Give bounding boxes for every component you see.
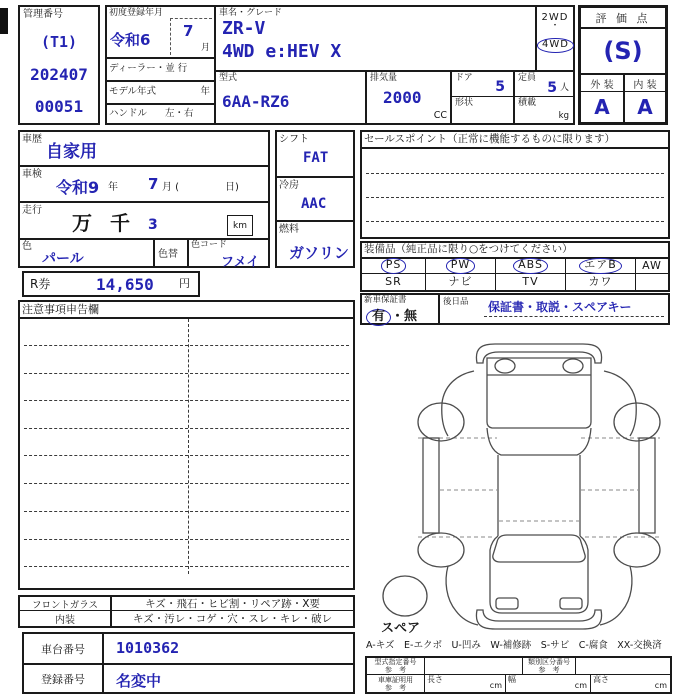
vehicle-name-line2: 4WD e:HEV X — [222, 41, 342, 62]
notes-line — [24, 428, 349, 429]
spare-tire — [383, 576, 427, 616]
height-cell — [590, 675, 670, 692]
height-label: 高さ — [593, 675, 609, 684]
ac-label: 冷房 — [279, 180, 299, 191]
equipment-item — [362, 259, 425, 274]
rear-quarter-right — [600, 566, 632, 625]
vehicle-name-cell — [214, 7, 535, 70]
interior-condition-options: キズ・汚レ・コゲ・穴・スレ・キレ・破レ — [132, 613, 333, 625]
ac-cell — [277, 176, 353, 220]
wheel-front-right — [614, 403, 660, 441]
front-bumper — [476, 344, 601, 363]
equipment-sr: SR — [385, 274, 402, 288]
history-value: 自家用 — [46, 142, 97, 162]
wheel-front-left — [418, 403, 464, 441]
warranty-left-cell — [362, 295, 440, 323]
first-registration-cell — [107, 7, 214, 57]
spare-tire-label: スペア — [381, 621, 421, 636]
notes-vertical-divider — [188, 319, 189, 574]
plate-number-cell — [104, 663, 353, 692]
type-number-label: 型式指定番号 — [374, 658, 417, 666]
management-number-line1: (T1) — [40, 33, 78, 51]
color-code-label: 色コード — [191, 240, 228, 250]
equipment-item — [565, 259, 635, 274]
rear-quarter-join-left — [490, 536, 498, 562]
displacement-cell — [365, 70, 450, 123]
first-registration-era: 令和6 — [110, 31, 151, 49]
type-number-value-cell — [424, 658, 522, 675]
sales-point-line-2 — [366, 197, 664, 198]
taillight-left — [496, 598, 518, 609]
drive-option-4wd: 4WD — [537, 38, 574, 53]
binder-mark — [0, 8, 8, 34]
history-label: 車歴 — [22, 134, 42, 145]
warranty-yes: 有 — [366, 309, 391, 326]
sales-point-header — [362, 132, 668, 149]
model-year-label: モデル年式 — [109, 86, 157, 97]
rear-window — [493, 535, 585, 562]
notes-line — [24, 511, 349, 512]
front-glass-label: フロントガラス — [20, 597, 112, 611]
damage-legend: A-キズ E-エクボ U-凹み W-補修跡 S-サビ C-腐食 XX-交換済 — [366, 640, 662, 651]
equipment-item — [495, 259, 565, 274]
garage-cert-cell — [367, 675, 424, 692]
equipment-pw: PW — [446, 258, 476, 274]
chassis-number-label: 車台番号 — [24, 634, 104, 663]
inspection-month: 7 — [148, 175, 159, 193]
capacity-unit: 人 — [559, 83, 569, 94]
doors-cell — [450, 70, 513, 96]
hood — [487, 358, 591, 428]
notes-line — [24, 400, 349, 401]
tailgate — [490, 562, 588, 613]
equipment-ps: PS — [381, 258, 407, 274]
first-registration-month: 7 — [183, 22, 194, 40]
history-row — [20, 132, 268, 165]
first-registration-label: 初度登録年月 — [109, 8, 164, 18]
drive-option-2wd: 2WD — [541, 12, 569, 23]
length-unit: cm — [489, 681, 502, 691]
handle-options: 左・右 — [165, 108, 194, 119]
equipment-item — [425, 274, 495, 290]
equipment-item — [425, 259, 495, 274]
recycle-ticket-unit: 円 — [179, 277, 190, 290]
recycle-ticket-box — [22, 271, 200, 297]
inspection-month-suffix: 月 ( — [162, 182, 180, 193]
details-box — [18, 130, 270, 268]
color-change-cell — [153, 238, 187, 266]
rating-interior-label: 内 装 — [623, 73, 665, 92]
load-label: 積載 — [518, 98, 537, 108]
load-cell — [513, 96, 573, 123]
recycle-ticket-amount: 14,650 — [96, 275, 154, 294]
wheel-rear-right — [614, 533, 660, 567]
first-registration-month-unit: 月 — [200, 43, 210, 54]
length-cell — [424, 675, 505, 692]
fuel-value: ガソリン — [289, 244, 350, 262]
notes-title: 注意事項申告欄 — [22, 303, 99, 316]
load-unit: kg — [558, 110, 569, 121]
class-number-value-cell — [575, 658, 670, 675]
mileage-value: 3 — [148, 217, 158, 233]
rear-quarter-left — [446, 566, 478, 625]
interior-condition-label: 内装 — [20, 611, 112, 626]
first-registration-month-cell — [170, 18, 212, 55]
equipment-item — [635, 274, 668, 290]
garage-cert-label: 車庫証明用 — [378, 675, 413, 684]
headlight-right — [563, 359, 583, 373]
warranty-box — [360, 293, 670, 325]
equipment-item — [362, 274, 425, 290]
handle-cell — [107, 103, 214, 123]
notes-line — [24, 345, 349, 346]
width-unit: cm — [574, 681, 587, 691]
notes-header — [20, 302, 353, 319]
sales-point-line-1 — [366, 173, 664, 174]
sales-point-line-3 — [366, 221, 664, 222]
displacement-unit: CC — [433, 109, 447, 121]
taillight-right — [560, 598, 582, 609]
rear-quarter-join-right — [580, 536, 588, 562]
car-diagram — [365, 330, 665, 638]
inspection-year-unit: 年 — [108, 182, 118, 193]
wheel-rear-left — [418, 533, 464, 567]
rating-exterior-label: 外 装 — [581, 73, 623, 92]
warranty-right-cell — [440, 295, 668, 323]
rating-interior-value: A — [623, 92, 665, 122]
type-number-ref: 参 考 — [385, 666, 406, 674]
garage-cert-ref: 参 考 — [385, 683, 406, 692]
vehicle-name-label: 車名・グレード — [219, 8, 283, 18]
later-items-line — [484, 316, 664, 317]
mileage-man-unit: 万 — [72, 211, 92, 235]
rating-overall: (S) — [603, 37, 643, 65]
model-year-unit: 年 — [200, 86, 210, 97]
management-number-box — [18, 5, 100, 125]
drive-type-cell — [535, 7, 573, 70]
model-year-cell — [107, 80, 214, 103]
doors-value: 5 — [495, 79, 505, 95]
drivetrain-box — [275, 130, 355, 268]
shape-label: 形状 — [455, 98, 474, 108]
plate-number-value: 名変中 — [116, 672, 162, 690]
inspection-label: 車検 — [22, 169, 42, 180]
plate-number-label: 登録番号 — [24, 663, 104, 692]
equipment-abs: ABS — [513, 258, 548, 274]
length-label: 長さ — [427, 675, 443, 684]
sales-point-box — [360, 130, 670, 239]
shift-label: シフト — [279, 134, 309, 145]
later-items-label: 後日品 — [443, 297, 469, 307]
sill-right — [639, 438, 655, 533]
later-items-value: 保証書・取説・スペアキー — [488, 300, 632, 314]
dealer-parallel-label: ディーラー・並 行 — [109, 63, 188, 74]
sill-left — [423, 438, 439, 533]
class-number-cell — [522, 658, 575, 675]
ac-value: AAC — [301, 196, 327, 212]
warranty-no: 無 — [404, 309, 418, 324]
model-code-value: 6AA-RZ6 — [222, 92, 290, 111]
headlight-left — [495, 359, 515, 373]
vehicle-name-line1: ZR-V — [222, 18, 266, 39]
drive-option-separator: ・ — [550, 21, 560, 31]
notes-box — [18, 300, 355, 590]
inspection-day-suffix: 日) — [225, 182, 239, 193]
displacement-value: 2000 — [383, 88, 422, 107]
model-code-label: 型式 — [219, 73, 238, 83]
warranty-label: 新車保証書 — [364, 295, 407, 305]
fuel-label: 燃料 — [279, 224, 299, 235]
rating-box — [578, 5, 668, 125]
color-label: 色 — [22, 241, 32, 252]
management-number-label: 管理番号 — [23, 9, 63, 20]
color-value: パール — [42, 251, 84, 267]
equipment-title: 装備品（純正品に限り○をつけてください） — [364, 243, 573, 255]
model-code-cell — [214, 70, 365, 123]
equipment-header — [362, 243, 668, 259]
class-number-label: 類別区分番号 — [528, 658, 570, 666]
height-unit: cm — [654, 681, 667, 691]
mileage-row — [20, 201, 268, 238]
class-number-ref: 参 考 — [538, 666, 560, 674]
warranty-separator: ・ — [391, 309, 405, 324]
mileage-label: 走行 — [22, 205, 42, 216]
mileage-sen-unit: 千 — [110, 211, 130, 235]
doors-label: ドア — [455, 73, 473, 83]
front-glass-options: キズ・飛石・ヒビ割・リペア跡・X要 — [112, 597, 353, 611]
capacity-cell — [513, 70, 573, 96]
equipment-item — [565, 274, 635, 290]
equipment-item — [635, 259, 668, 274]
capacity-value: 5 — [547, 80, 557, 96]
rating-exterior-value: A — [594, 95, 610, 119]
equipment-aw: AW — [642, 258, 662, 272]
color-change-label: 色替 — [158, 249, 178, 260]
reference-table — [365, 656, 672, 694]
diagram-dashed-lines — [418, 438, 660, 537]
equipment-navi: ナビ — [448, 274, 473, 288]
color-code-cell — [187, 238, 268, 270]
glass-condition-box — [18, 595, 355, 628]
shift-value: FAT — [303, 150, 329, 166]
dealer-parallel-cell — [107, 57, 214, 80]
rating-title: 評 価 点 — [581, 8, 665, 29]
chassis-number-cell — [104, 634, 353, 663]
equipment-box — [360, 241, 670, 292]
chassis-number-value: 1010362 — [116, 639, 180, 657]
equipment-leather: カワ — [588, 274, 613, 288]
width-cell — [505, 675, 590, 692]
displacement-label: 排気量 — [370, 73, 398, 83]
color-code-value: フメイ — [221, 255, 260, 270]
management-number-line3: 00051 — [34, 96, 84, 116]
sales-point-title: セールスポイント（正常に機能するものに限ります） — [364, 133, 616, 145]
type-number-cell — [367, 658, 424, 675]
notes-line — [24, 455, 349, 456]
identity-box — [22, 632, 355, 694]
equipment-item — [495, 274, 565, 290]
fuel-cell — [277, 220, 353, 266]
notes-line — [24, 373, 349, 374]
inspection-row — [20, 165, 268, 201]
inspection-era: 令和9 — [56, 178, 100, 197]
notes-line — [24, 483, 349, 484]
equipment-airbag: エアB — [579, 258, 622, 274]
recycle-ticket-label: R券 — [30, 277, 51, 291]
equipment-tv: TV — [522, 274, 539, 288]
color-cell — [20, 238, 153, 266]
width-label: 幅 — [508, 675, 516, 684]
shape-cell — [450, 96, 513, 123]
shift-cell — [277, 132, 353, 176]
vehicle-info-box — [105, 5, 575, 125]
mileage-unit: km — [227, 215, 253, 236]
windshield — [487, 428, 591, 455]
management-number-line2: 202407 — [30, 64, 88, 84]
notes-line — [24, 539, 349, 540]
handle-label: ハンドル — [109, 108, 148, 119]
notes-line — [24, 566, 349, 567]
capacity-label: 定員 — [518, 73, 537, 83]
